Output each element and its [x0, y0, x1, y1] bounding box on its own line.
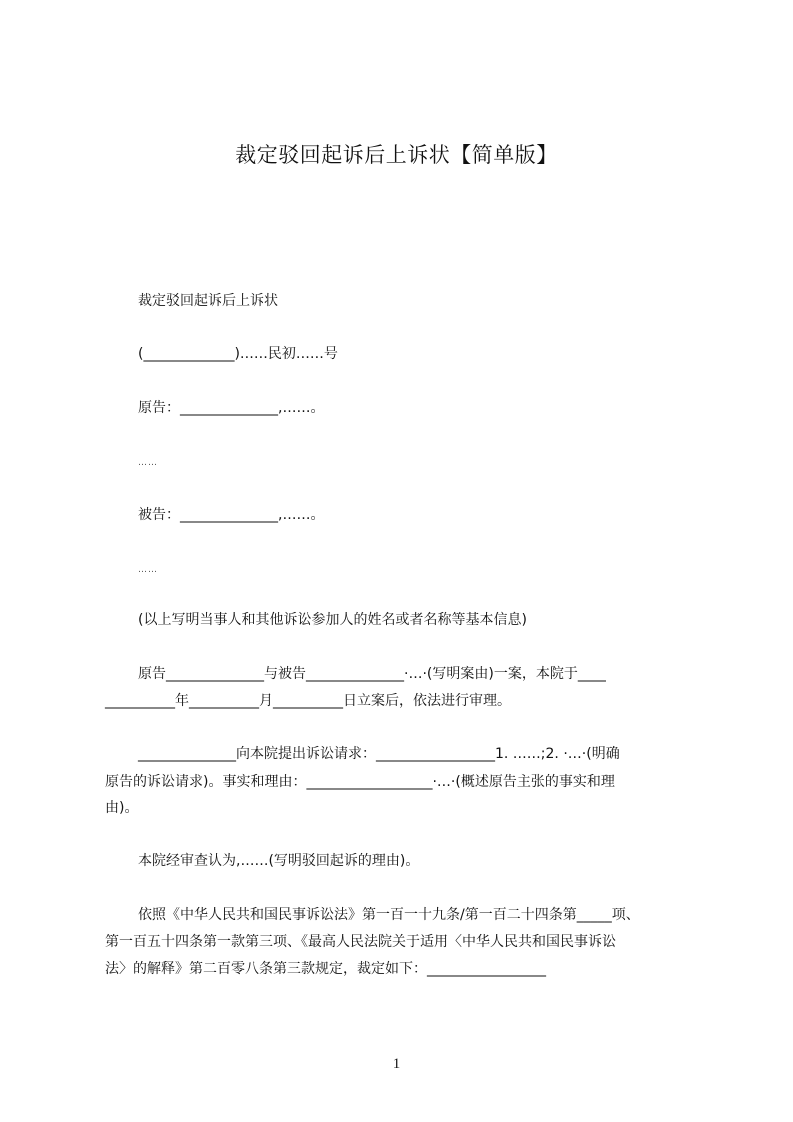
- heading-line: 裁定驳回起诉后上诉状: [138, 293, 278, 309]
- case-number-line: (_____________)……民初……号: [138, 346, 338, 362]
- claim-paragraph-line: 原告的诉讼请求)。事实和理由：__________________·…·(概述原告主张的事实和理: [105, 774, 615, 790]
- case-paragraph-line: __________年__________月__________日立案后，依法进行审理。: [105, 693, 511, 709]
- ellipsis-placeholder: ……: [138, 458, 158, 468]
- page-number: 1: [392, 1056, 401, 1072]
- document-title: 裁定驳回起诉后上诉状【简单版】: [235, 143, 558, 167]
- claim-paragraph-line: ______________向本院提出诉讼请求：_________________1. ……;2. ·…·(明确: [138, 746, 620, 762]
- ruling-paragraph-line: 法〉的解释》第二百零八条第三款规定，裁定如下：_________________: [105, 961, 546, 977]
- plaintiff-line: 原告：______________,……。: [138, 400, 325, 416]
- ruling-paragraph-line: 依照《中华人民共和国民事诉讼法》第一百一十九条/第一百二十四条第_____项、: [138, 907, 640, 923]
- party-info-note: (以上写明当事人和其他诉讼参加人的姓名或者名称等基本信息): [138, 612, 527, 628]
- claim-paragraph-line: 由)。: [105, 800, 139, 816]
- ruling-paragraph-line: 第一百五十四条第一款第三项、《最高人民法院关于适用〈中华人民共和国民事诉讼: [105, 934, 616, 950]
- review-paragraph-line: 本院经审查认为,……(写明驳回起诉的理由)。: [138, 853, 420, 869]
- ellipsis-placeholder: ……: [138, 565, 158, 575]
- case-paragraph-line: 原告______________与被告______________·…·(写明案由)一案，本院于____: [138, 666, 606, 682]
- defendant-line: 被告：______________,……。: [138, 507, 325, 523]
